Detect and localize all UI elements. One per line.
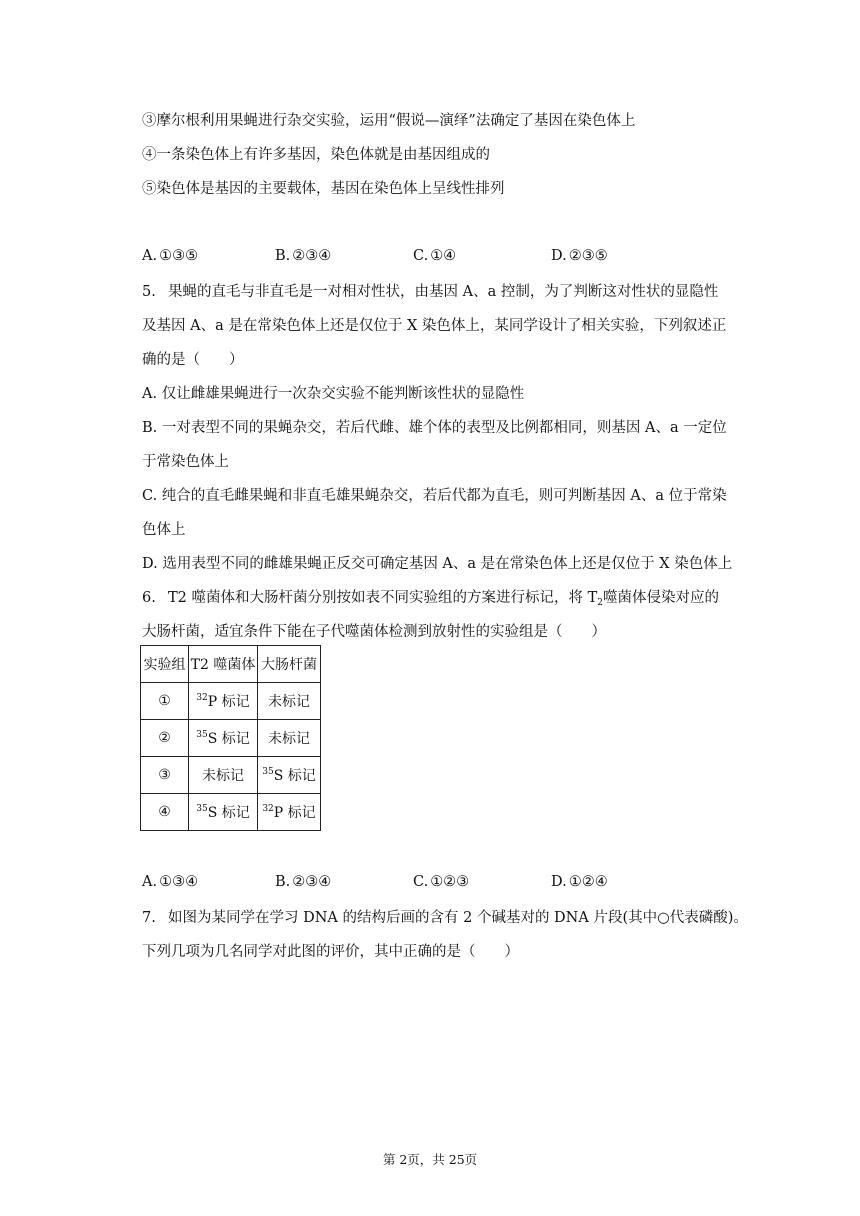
table-header-cell: 大肠杆菌 xyxy=(258,646,321,683)
q5-option-b[interactable]: B. 一对表型不同的果蝇杂交，若后代雌、雄个体的表型及比例都相同，则基因 A、a 一定位 xyxy=(142,420,727,436)
q6-option-b[interactable]: B. ②③④ xyxy=(275,874,332,890)
q6-stem-line-2: 大肠杆菌，适宜条件下能在子代噬菌体检测到放射性的实验组是（ ） xyxy=(142,624,606,640)
q7-stem-line-1: 7. 如图为某同学在学习 DNA 的结构后画的含有 2 个碱基对的 DNA 片段(其中○代表磷酸)。 xyxy=(142,910,748,926)
table-cell-phage: $^{35}$S 标记 xyxy=(189,720,258,757)
labeling-table xyxy=(140,645,321,831)
q4-options xyxy=(142,248,782,270)
table-cell-group: ② xyxy=(141,720,189,757)
q6-stem-line-1: 6. T2 噬菌体和大肠杆菌分别按如表不同实验组的方案进行标记，将 $T_2$噬菌体侵染对应的 xyxy=(142,590,720,608)
table-cell-bacteria: 未标记 xyxy=(258,683,321,720)
q4-option-d[interactable]: D. ②③⑤ xyxy=(551,248,608,264)
table-cell-group: ④ xyxy=(141,794,189,831)
q6-options xyxy=(142,874,782,896)
table-row xyxy=(141,720,321,757)
q5-option-a[interactable]: A. 仅让雌雄果蝇进行一次杂交实验不能判断该性状的显隐性 xyxy=(142,386,525,402)
q5-option-c-cont: 色体上 xyxy=(142,522,186,538)
table-header-cell: T2 噬菌体 xyxy=(189,646,258,683)
q4-statement-5: ⑤染色体是基因的主要载体，基因在染色体上呈线性排列 xyxy=(142,181,505,197)
table-row xyxy=(141,683,321,720)
q4-statement-4: ④一条染色体上有许多基因，染色体就是由基因组成的 xyxy=(142,147,490,163)
q5-option-b-cont: 于常染色体上 xyxy=(142,454,229,470)
table-cell-bacteria: $^{35}$S 标记 xyxy=(258,757,321,794)
q7-stem-line-2: 下列几项为几名同学对此图的评价，其中正确的是（ ） xyxy=(142,944,519,960)
q5-stem-line-1: 5. 果蝇的直毛与非直毛是一对相对性状，由基因 A、a 控制，为了判断这对性状的显隐性 xyxy=(142,284,719,300)
q5-number: 5. xyxy=(142,284,156,300)
page-footer: 第 2页，共 25页 xyxy=(382,1152,478,1167)
table-row xyxy=(141,794,321,831)
q5-stem-line-2: 及基因 A、a 是在常染色体上还是仅位于 X 染色体上，某同学设计了相关实验，下列叙述正 xyxy=(142,318,727,334)
q4-option-c[interactable]: C. ①④ xyxy=(413,248,457,264)
q5-option-c[interactable]: C. 纯合的直毛雌果蝇和非直毛雄果蝇杂交，若后代都为直毛，则可判断基因 A、a 位于常染 xyxy=(142,488,727,504)
q7-number: 7. xyxy=(142,910,156,926)
table-cell-phage: $^{35}$S 标记 xyxy=(189,794,258,831)
table-cell-bacteria: 未标记 xyxy=(258,720,321,757)
q6-option-c[interactable]: C. ①②③ xyxy=(413,874,470,890)
table-row xyxy=(141,757,321,794)
q6-number: 6. xyxy=(142,590,156,606)
q5-stem-line-3: 确的是（ ） xyxy=(142,352,244,368)
table-header-cell: 实验组 xyxy=(141,646,189,683)
q4-option-a[interactable]: A. ①③⑤ xyxy=(142,248,199,264)
table-cell-group: ③ xyxy=(141,757,189,794)
q6-option-a[interactable]: A. ①③④ xyxy=(142,874,199,890)
table-cell-phage: 未标记 xyxy=(189,757,258,794)
q4-option-b[interactable]: B. ②③④ xyxy=(275,248,332,264)
q6-option-d[interactable]: D. ①②④ xyxy=(551,874,608,890)
table-cell-bacteria: $^{32}$P 标记 xyxy=(258,794,321,831)
table-cell-group: ① xyxy=(141,683,189,720)
table-header-row xyxy=(141,646,321,683)
q5-option-d[interactable]: D. 选用表型不同的雌雄果蝇正反交可确定基因 A、a 是在常染色体上还是仅位于 X 染色体上 xyxy=(142,556,733,572)
q4-statement-3: ③摩尔根利用果蝇进行杂交实验，运用“假说—演绎”法确定了基因在染色体上 xyxy=(142,113,636,129)
table-cell-phage: $^{32}$P 标记 xyxy=(189,683,258,720)
